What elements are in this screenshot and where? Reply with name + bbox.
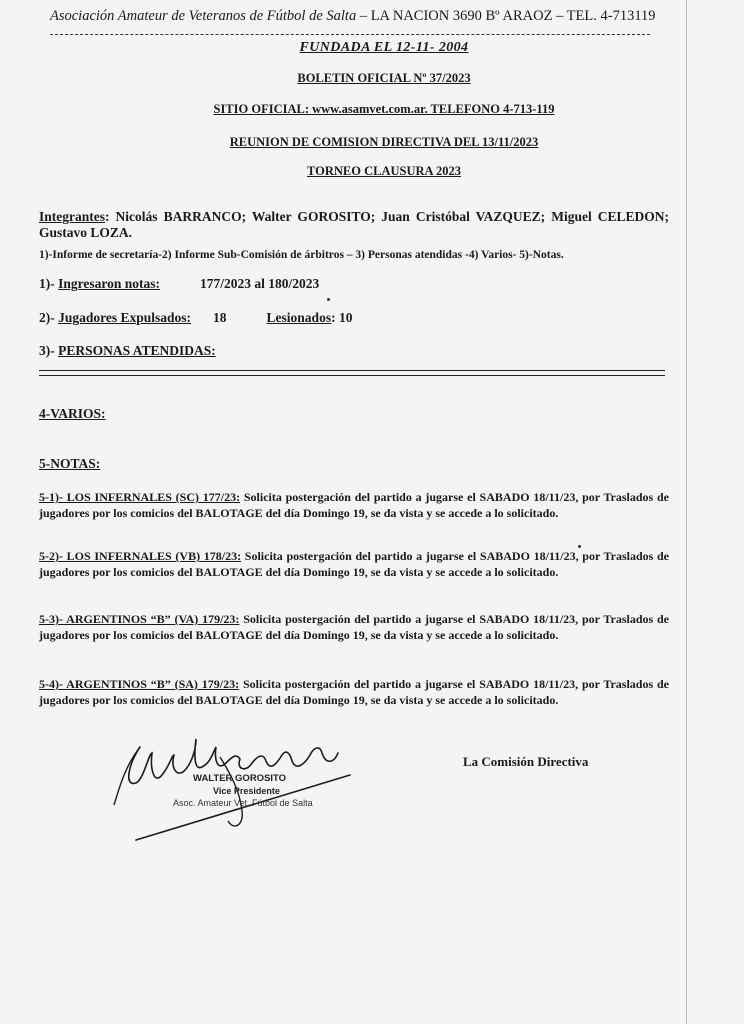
- tournament-title: TORNEO CLAUSURA 2023: [307, 164, 461, 178]
- section-2-label: Jugadores Expulsados:: [58, 310, 192, 325]
- nota-text: Solicita postergación del partido a jugarse el SABADO 18/11/23, por Traslados de jugadores por los comicios del BALOTAGE del día Domingo 19, se da vista y se accede a lo solicitado.: [39, 612, 669, 642]
- scan-edge-line: [686, 0, 687, 1024]
- section-3: [39, 343, 669, 359]
- bulletin-title: BOLETIN OFICIAL Nº 37/2023: [297, 71, 471, 85]
- signatory-role: Vice Presidente: [213, 786, 280, 796]
- section-1-value: 177/2023 al 180/2023: [200, 276, 320, 291]
- founded-title: FUNDADA EL 12-11- 2004: [299, 40, 469, 55]
- signatory-name: WALTER GOROSITO: [193, 773, 287, 784]
- section-1-label: Ingresaron notas:: [58, 276, 161, 291]
- section-5: 5-NOTAS:: [39, 456, 101, 471]
- nota-text: Solicita postergación del partido a jugarse el SABADO 18/11/23, por Traslados de jugadores por los comicios del BALOTAGE del día Domingo 19, se da vista y se accede a lo solicitado.: [39, 677, 669, 707]
- handwritten-signature: [100, 725, 360, 845]
- scan-speck: [578, 545, 581, 548]
- nota-ref: 5-2)- LOS INFERNALES (VB) 178/23:: [39, 549, 242, 563]
- section-2-value2: : 10: [331, 310, 353, 325]
- website-line: SITIO OFICIAL: www.asamvet.com.ar. TELEFONO 4-713-119: [213, 102, 555, 116]
- nota-ref: 5-3)- ARGENTINOS “B” (VA) 179/23:: [39, 612, 240, 626]
- nota-text: Solicita postergación del partido a jugarse el SABADO 18/11/23, por Traslados de jugadores por los comicios del BALOTAGE del día Domingo 19, se da vista y se accede a lo solicitado.: [39, 490, 669, 520]
- section-3-number: 3)-: [39, 343, 59, 358]
- closing-signature: La Comisión Directiva: [463, 754, 589, 769]
- nota-ref: 5-4)- ARGENTINOS “B” (SA) 179/23:: [39, 677, 240, 691]
- members-label: Integrantes: [39, 209, 105, 224]
- nota-item: [39, 612, 669, 643]
- nota-item: [39, 549, 669, 580]
- nota-ref: 5-1)- LOS INFERNALES (SC) 177/23:: [39, 490, 241, 504]
- scan-speck: [327, 298, 330, 301]
- nota-item: [39, 490, 669, 521]
- section-1: [39, 276, 669, 292]
- nota-item: [39, 677, 669, 708]
- section-3-label: PERSONAS ATENDIDAS:: [58, 343, 216, 358]
- members-paragraph: [39, 209, 669, 241]
- document-page: [34, 0, 670, 1024]
- section-2-number: 2)-: [39, 310, 59, 325]
- section-3-rule: [39, 370, 665, 376]
- section-1-number: 1)-: [39, 276, 59, 291]
- section-2: [39, 310, 669, 326]
- section-2-value: 18: [213, 310, 227, 325]
- meeting-title: REUNION DE COMISION DIRECTIVA DEL 13/11/2023: [229, 135, 539, 149]
- members-text: : Nicolás BARRANCO; Walter GOROSITO; Juan Cristóbal VAZQUEZ; Miguel CELEDON; Gustavo LOZA.: [39, 209, 669, 240]
- nota-text: Solicita postergación del partido a jugarse el SABADO 18/11/23, por Traslados de jugadores por los comicios del BALOTAGE del día Domingo 19, se da vista y se accede a lo solicitado.: [39, 549, 670, 579]
- agenda-line: 1)-Informe de secretaría-2) Informe Sub-Comisión de árbitros – 3) Personas atendidas -4) Varios- 5)-Notas.: [39, 249, 564, 261]
- signatory-org: Asoc. Amateur Vet. Fútbol de Salta: [173, 798, 313, 808]
- letterhead: [50, 8, 680, 25]
- section-2-label2: Lesionados: [266, 310, 332, 325]
- section-4: 4-VARIOS:: [39, 406, 106, 421]
- letterhead-org: Asociación Amateur de Veteranos de Fútbol de Salta: [50, 8, 357, 24]
- letterhead-address: – LA NACION 3690 Bº ARAOZ – TEL. 4-713119: [356, 8, 656, 24]
- letterhead-rule: [50, 34, 650, 35]
